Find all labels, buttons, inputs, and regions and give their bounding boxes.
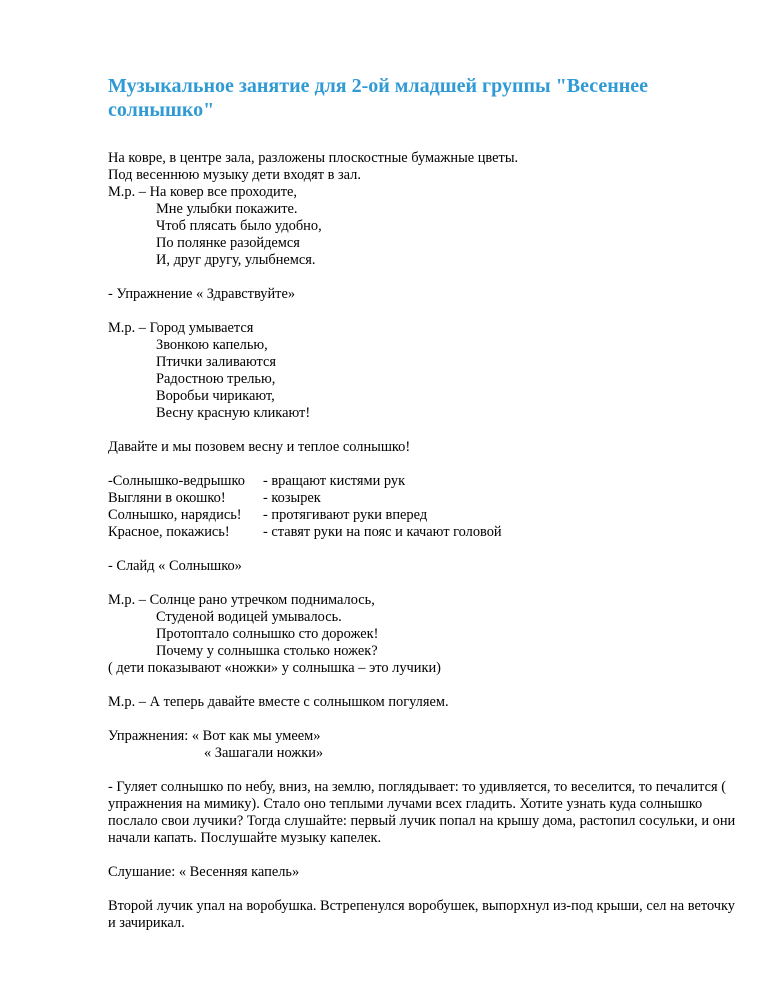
rhyme-row: [108, 490, 738, 507]
verse-line: И, друг другу, улыбнемся.: [156, 252, 316, 268]
rhyme-row: [108, 524, 738, 541]
text-line: М.р. – Город умывается: [108, 320, 254, 336]
verse-sun: [108, 592, 738, 677]
rhyme-action: - вращают кистями рук: [263, 473, 406, 489]
document-page: [108, 74, 738, 949]
text-line: На ковре, в центре зала, разложены плоскостные бумажные цветы.: [108, 150, 519, 166]
listening-line: Слушание: « Весенняя капель»: [108, 864, 300, 880]
text-line: « Зашагали ножки»: [204, 745, 324, 761]
text-line: Упражнения: « Вот как мы умеем»: [108, 728, 321, 744]
exercises-block: [108, 728, 738, 762]
call-sun-line: Давайте и мы позовем весну и теплое солнышко!: [108, 439, 411, 455]
rhyme-action: - протягивают руки вперед: [263, 507, 428, 523]
verse-line: Протоптало солнышко сто дорожек!: [156, 626, 379, 642]
text-line: М.р. – На ковер все проходите,: [108, 184, 298, 200]
rhyme-text: -Солнышко-ведрышко: [108, 473, 245, 489]
sun-rhyme: [108, 473, 738, 541]
verse-line: Студеной водицей умывалось.: [156, 609, 342, 625]
rhyme-action: - козырек: [263, 490, 321, 506]
verse-line: Мне улыбки покажите.: [156, 201, 298, 217]
verse-line: Почему у солнышка столько ножек?: [156, 643, 378, 659]
text-line: ( дети показывают «ножки» у солнышка – это лучики): [108, 660, 441, 676]
verse-line: Весну красную кликают!: [156, 405, 311, 421]
sparrow-paragraph: Второй лучик упал на воробушка. Встрепенулся воробушек, выпорхнул из-под крыши, сел на веточку и зачирикал.: [108, 898, 735, 931]
verse-line: Звонкою капелью,: [156, 337, 268, 353]
text-line: Под весеннюю музыку дети входят в зал.: [108, 167, 361, 183]
rhyme-row: [108, 473, 738, 490]
verse-line: Птички заливаются: [156, 354, 277, 370]
rhyme-text: Красное, покажись!: [108, 524, 230, 540]
verse-line: По полянке разойдемся: [156, 235, 300, 251]
walk-line: М.р. – А теперь давайте вместе с солнышком погуляем.: [108, 694, 449, 710]
text-line: М.р. – Солнце рано утречком поднималось,: [108, 592, 375, 608]
rhyme-text: Солнышко, нарядись!: [108, 507, 242, 523]
slide-line: - Слайд « Солнышко»: [108, 558, 242, 574]
rhyme-action: - ставят руки на пояс и качают головой: [263, 524, 502, 540]
verse-line: Чтоб плясать было удобно,: [156, 218, 322, 234]
document-title: Музыкальное занятие для 2-ой младшей группы "Весеннее солнышко": [108, 75, 649, 121]
verse-city: [108, 320, 738, 422]
intro-paragraph: [108, 150, 738, 269]
story-paragraph: - Гуляет солнышко по небу, вниз, на землю, поглядывает: то удивляется, то веселится, то печалится ( упражнения на мимику). Стало оно теплыми лучами всех гладить. Хотите узнать куда солнышко послало свои лучики? Тогда слушайте: первый лучик попал на крышу дома, растопил сосульки, и они начали капать. Послушайте музыку капелек.: [108, 779, 736, 846]
rhyme-row: [108, 507, 738, 524]
exercise-hello: - Упражнение « Здравствуйте»: [108, 286, 296, 302]
verse-line: Радостною трелью,: [156, 371, 276, 387]
rhyme-text: Выгляни в окошко!: [108, 490, 226, 506]
verse-line: Воробьи чирикают,: [156, 388, 275, 404]
